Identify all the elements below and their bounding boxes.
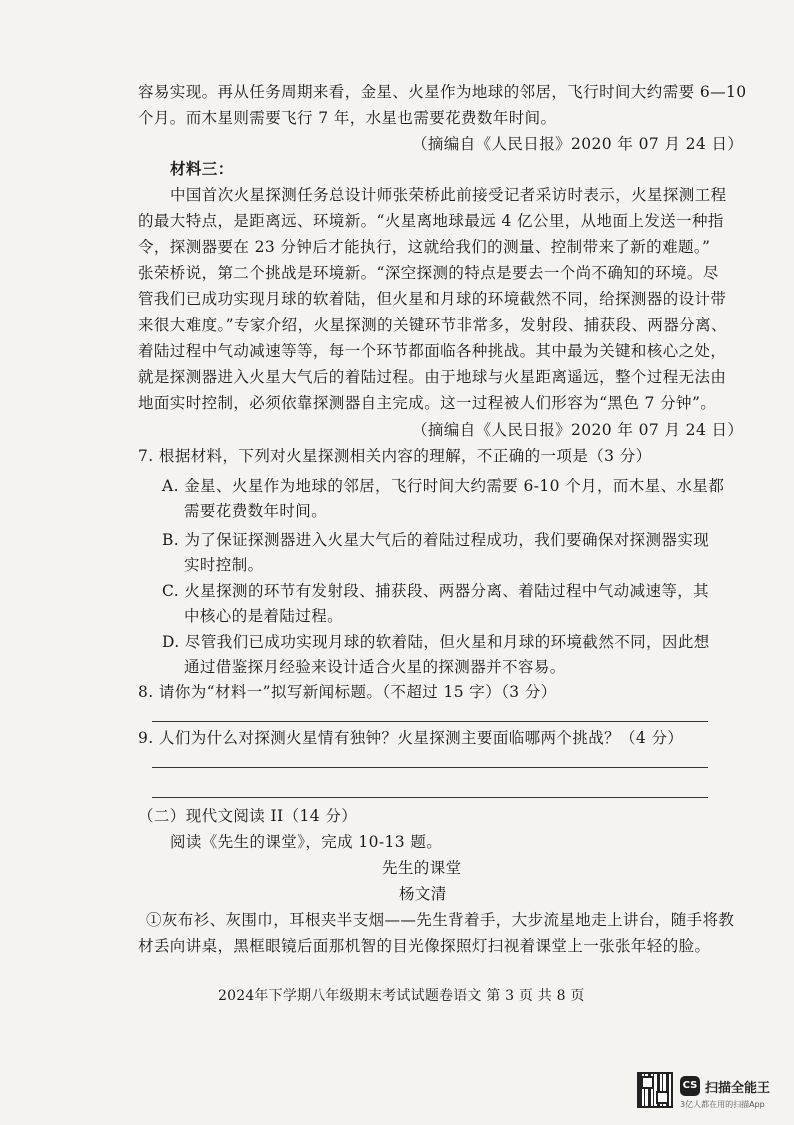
option-b-cont: 实时控制。 [184, 556, 264, 574]
option-b: B. 为了保证探测器进入火星大气后的着陆过程成功，我们要确保对探测器实现 [162, 531, 710, 549]
text-line: 着陆过程中气动减速等等，每一个环节都面临各种挑战。其中最为关键和核心之处， [138, 342, 727, 360]
text-line: 来很大难度。”专家介绍，火星探测的关键环节非常多，发射段、捕获段、两器分离、 [138, 316, 727, 334]
article-title: 先生的课堂 [382, 859, 462, 877]
source-citation: （摘编自《人民日报》2020 年 07 月 24 日） [412, 135, 744, 153]
qr-code-icon [637, 1072, 673, 1108]
option-a-cont: 需要花费数年时间。 [184, 502, 328, 520]
answer-line[interactable] [152, 721, 708, 722]
question-8: 8. 请你为“材料一”拟写新闻标题。（不超过 15 字）（3 分） [138, 683, 557, 701]
section-heading: （二）现代文阅读 II（14 分） [138, 807, 358, 825]
option-c: C. 火星探测的环节有发射段、捕获段、两器分离、着陆过程中气动减速等，其 [162, 582, 710, 600]
question-9: 9. 人们为什么对探测火星情有独钟？火星探测主要面临哪两个挑战？（4 分） [138, 729, 684, 747]
text-line: 就是探测器进入火星大气后的着陆过程。由于地球与火星距离遥远，整个过程无法由 [138, 368, 727, 386]
text-line: 管我们已成功实现月球的软着陆，但火星和月球的环境截然不同，给探测器的设计带 [138, 290, 727, 308]
page-footer: 2024年下学期八年级期末考试试题卷语文 第 3 页 共 8 页 [218, 988, 585, 1004]
text-line: 令，探测器要在 23 分钟后才能执行，这就给我们的测量、控制带来了新的难题。” [138, 238, 711, 256]
text-line: 容易实现。再从任务周期来看，金星、火星作为地球的邻居，飞行时间大约需要 6—10 [138, 83, 747, 101]
answer-line[interactable] [152, 767, 708, 768]
text-line: 的最大特点，是距离远、环境新。“火星离地球最远 4 亿公里，从地面上发送一种指 [138, 212, 724, 230]
scanner-tagline: 3亿人都在用的扫描App [680, 1100, 765, 1109]
question-7: 7. 根据材料，下列对火星探测相关内容的理解，不正确的一项是（3 分） [138, 447, 652, 465]
section-heading: 材料三： [170, 159, 234, 178]
camscanner-logo-icon: CS [680, 1076, 700, 1096]
option-d-cont: 通过借鉴探月经验来设计适合火星的探测器并不容易。 [184, 658, 566, 676]
article-paragraph: ①灰布衫、灰围巾，耳根夹半支烟——先生背着手，大步流星地走上讲台，随手将教 [146, 911, 735, 929]
scanner-brand: 扫描全能王 [705, 1081, 771, 1096]
article-paragraph: 材丢向讲桌，黑框眼镜后面那机智的目光像探照灯扫视着课堂上一张张年轻的脸。 [138, 937, 711, 955]
source-citation: （摘编自《人民日报》2020 年 07 月 24 日） [412, 421, 744, 439]
text-line: 中国首次火星探测任务总设计师张荣桥此前接受记者采访时表示，火星探测工程 [170, 186, 727, 204]
article-author: 杨文清 [399, 885, 447, 903]
option-a: A. 金星、火星作为地球的邻居，飞行时间大约需要 6-10 个月，而木星、水星都 [162, 477, 725, 495]
text-line: 个月。而木星则需要飞行 7 年，水星也需要花费数年时间。 [138, 109, 557, 127]
option-c-cont: 中核心的是着陆过程。 [184, 607, 344, 625]
text-line: 张荣桥说，第二个挑战是环境新。“深空探测的特点是要去一个尚不确知的环境。尽 [138, 264, 719, 282]
answer-line[interactable] [152, 797, 708, 798]
text-line: 地面实时控制，必须依靠探测器自主完成。这一过程被人们形容为“黑色 7 分钟”。 [138, 394, 717, 412]
option-d: D. 尽管我们已成功实现月球的软着陆，但火星和月球的环境截然不同，因此想 [162, 633, 710, 651]
reading-instruction: 阅读《先生的课堂》，完成 10-13 题。 [170, 833, 443, 851]
